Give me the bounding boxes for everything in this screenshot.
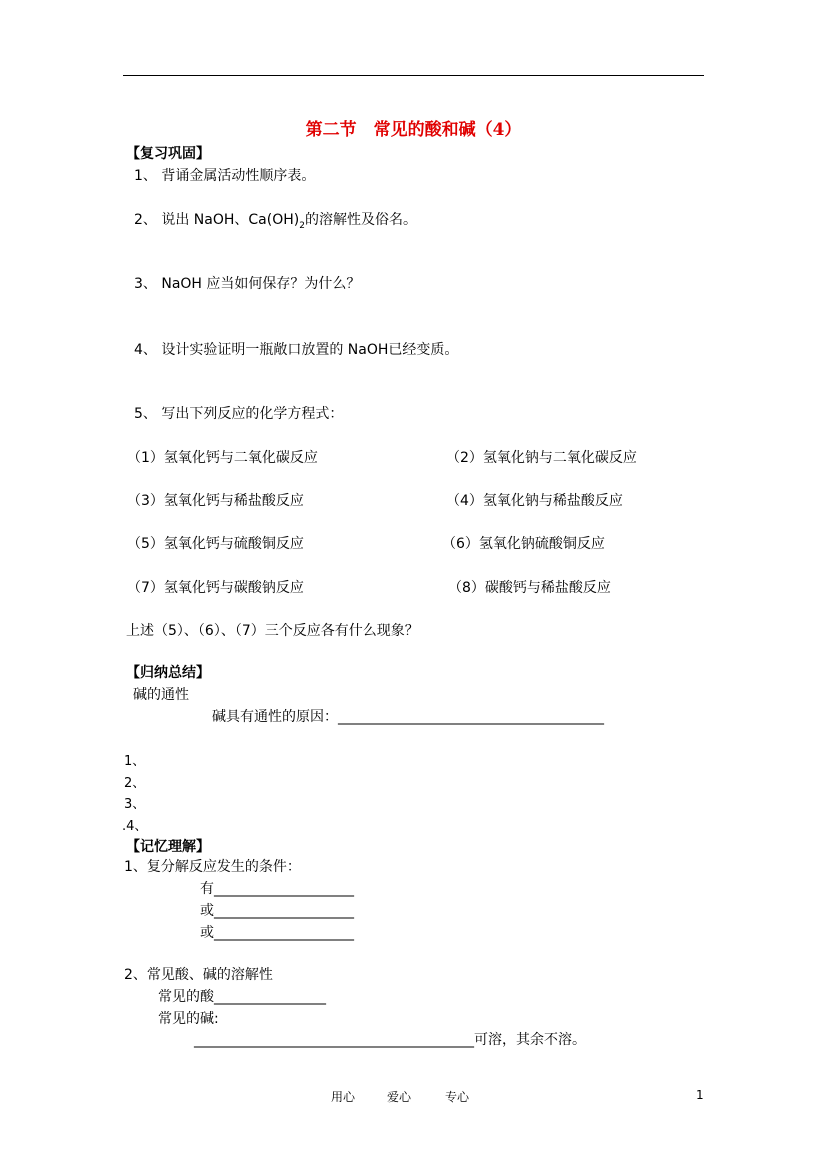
footer-word: 爱心 [387, 1090, 412, 1104]
review-question-3: 3、 NaOH 应当如何保存？为什么？ [134, 276, 361, 292]
phenomena-question: 上述（5）、（6）、（7）三个反应各有什么现象？ [126, 623, 419, 639]
footer-word: 用心 [331, 1090, 356, 1104]
review-heading: 【复习巩固】 [126, 146, 210, 162]
review-question-1: 1、 背诵金属活动性顺序表。 [134, 168, 316, 184]
memory-heading: 【记忆理解】 [126, 839, 210, 855]
reaction-item: （7）氢氧化钙与碳酸钠反应 [127, 580, 304, 596]
reaction-item: （3）氢氧化钙与稀盐酸反应 [127, 493, 304, 509]
base-blank: ________________________________________ [194, 1032, 474, 1048]
summary-subheading: 碱的通性 [133, 687, 189, 703]
condition-line: 有____________________ [200, 881, 354, 897]
page-number: 1 [696, 1088, 704, 1102]
memory-question-1: 1、复分解反应发生的条件： [124, 859, 301, 875]
base-label: 常见的碱: [158, 1011, 219, 1027]
reason-line [212, 710, 604, 724]
summary-item: .4、 [122, 819, 148, 834]
header-rule [123, 75, 704, 76]
reaction-item: （5）氢氧化钙与硫酸铜反应 [127, 536, 304, 552]
review-question-5: 5、 写出下列反应的化学方程式： [134, 406, 344, 422]
summary-heading: 【归纳总结】 [126, 665, 210, 681]
reaction-item: （2）氢氧化钠与二氧化碳反应 [446, 450, 637, 466]
reaction-item: （8）碳酸钙与稀盐酸反应 [448, 580, 611, 596]
reason-blank: ______________________________________ [338, 709, 604, 725]
reaction-item: （6）氢氧化钠硫酸铜反应 [442, 536, 605, 552]
summary-item: 3、 [124, 797, 146, 812]
review-question-2 [134, 213, 417, 231]
condition-line: 或____________________ [200, 925, 354, 941]
footer-word: 专心 [445, 1090, 470, 1104]
summary-item: 1、 [124, 754, 146, 769]
base-line [194, 1033, 586, 1047]
memory-question-2: 2、常见酸、碱的溶解性 [124, 967, 273, 983]
acid-line: 常见的酸________________ [158, 989, 326, 1005]
review-question-2-subscript: 2 [299, 220, 305, 231]
review-question-4: 4、 设计实验证明一瓶敞口放置的 NaOH已经变质。 [134, 342, 459, 358]
reaction-item: （1）氢氧化钙与二氧化碳反应 [127, 450, 318, 466]
page-title: 第二节 常见的酸和碱（4） [305, 120, 522, 140]
summary-item: 2、 [124, 776, 146, 791]
review-question-2-tail: 的溶解性及俗名。 [304, 212, 417, 228]
reason-label: 碱具有通性的原因： [212, 709, 338, 725]
review-question-2-text: 2、 说出 NaOH、Ca(OH) [134, 212, 300, 228]
reaction-item: （4）氢氧化钠与稀盐酸反应 [446, 493, 623, 509]
condition-line: 或____________________ [200, 903, 354, 919]
base-tail: 可溶，其余不溶。 [474, 1032, 586, 1048]
